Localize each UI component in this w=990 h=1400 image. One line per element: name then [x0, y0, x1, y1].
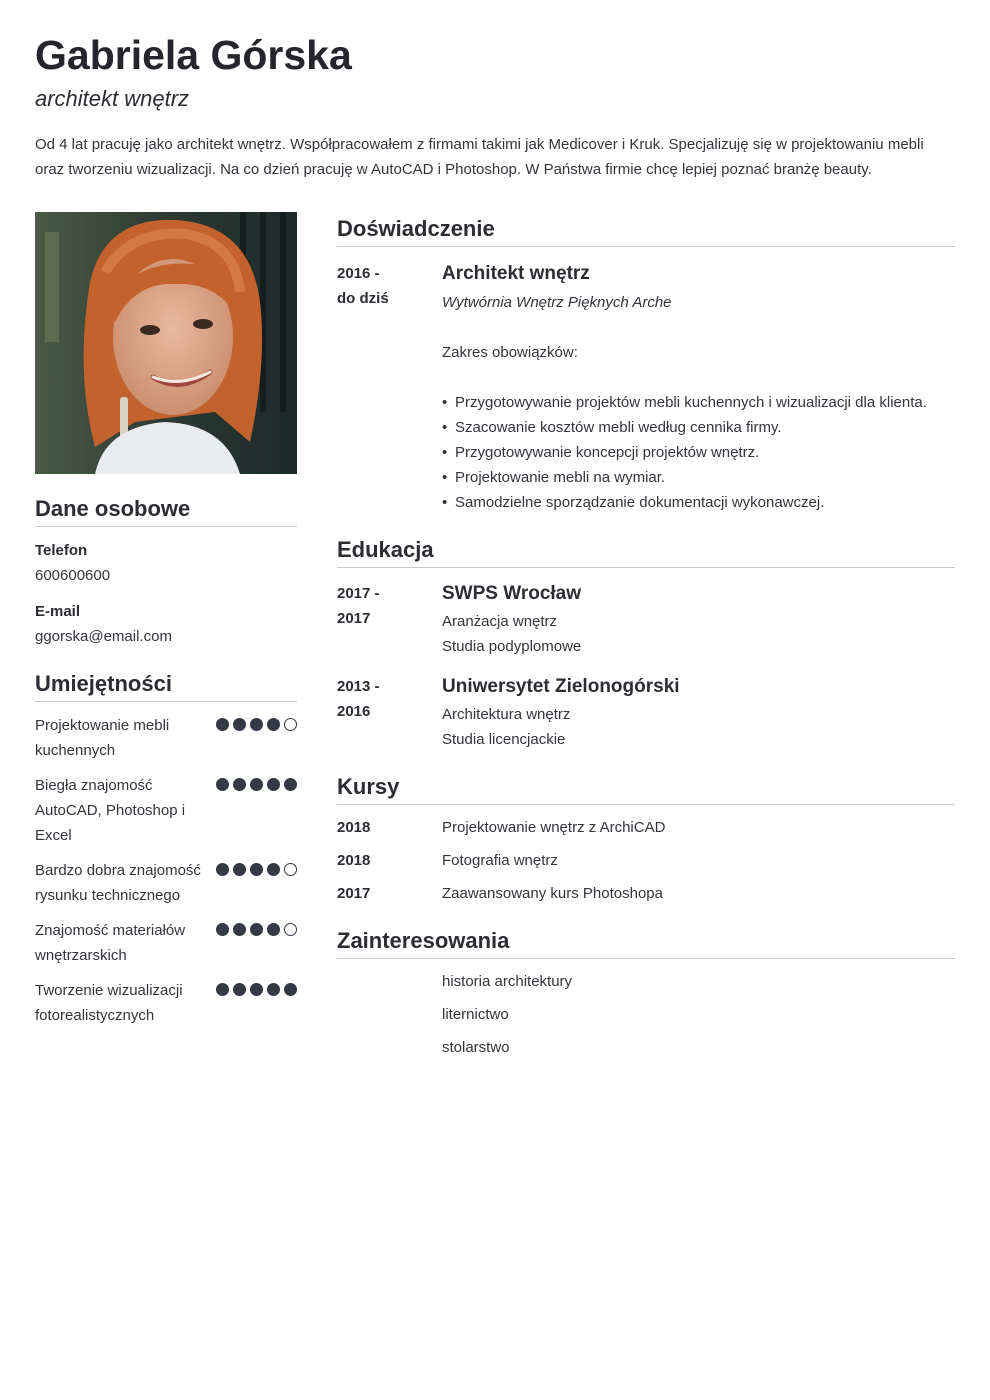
rating-dot-empty: [284, 863, 297, 876]
skill-rating: [216, 918, 297, 968]
field-of-study: Architektura wnętrz: [442, 706, 571, 723]
school-name: Uniwersytet Zielonogórski: [442, 676, 680, 697]
skill-item: [35, 978, 297, 1028]
date-to: 2017: [337, 610, 371, 627]
skill-name: Biegła znajomość AutoCAD, Photoshop i Excel: [35, 777, 186, 844]
duties-label: Zakres obowiązków:: [442, 344, 578, 361]
rating-dot-filled: [284, 778, 297, 791]
duties-list: [442, 390, 955, 515]
experience-details: [442, 261, 955, 515]
skill-name: Projektowanie mebli kuchennych: [35, 717, 170, 759]
rating-dot-filled: [267, 923, 280, 936]
experience-dates: [337, 261, 442, 515]
candidate-name: Gabriela Górska: [35, 32, 352, 78]
job-position: Architekt wnętrz: [442, 263, 590, 284]
phone-label: Telefon: [35, 542, 88, 559]
skills-section-title: Umiejętności: [35, 669, 297, 702]
rating-dot-filled: [233, 778, 246, 791]
rating-dot-empty: [284, 923, 297, 936]
date-to: do dziś: [337, 290, 389, 307]
date-to: 2016: [337, 703, 371, 720]
interests-section-title: Zainteresowania: [337, 926, 955, 959]
rating-dot-filled: [250, 983, 263, 996]
duty-item: • Przygotowywanie projektów mebli kuchennych i wizualizacji dla klienta.: [442, 390, 955, 415]
education-entry: [337, 581, 955, 659]
degree-level: Studia licencjackie: [442, 731, 566, 748]
personal-section-title: Dane osobowe: [35, 494, 297, 527]
education-dates: [337, 674, 442, 752]
rating-dot-filled: [216, 983, 229, 996]
course-name: Fotografia wnętrz: [442, 852, 558, 869]
duty-item: • Przygotowywanie koncepcji projektów wnętrz.: [442, 440, 955, 465]
skill-item: [35, 713, 297, 763]
school-name: SWPS Wrocław: [442, 583, 582, 604]
skill-rating: [216, 773, 297, 848]
course-entry: [337, 815, 955, 840]
left-column: [35, 212, 297, 1028]
course-year: 2018: [337, 852, 371, 869]
course-year: 2018: [337, 819, 371, 836]
skill-item: [35, 918, 297, 968]
rating-dot-filled: [233, 983, 246, 996]
interest-item: liternictwo: [442, 1006, 509, 1023]
rating-dot-filled: [233, 863, 246, 876]
employer-name: Wytwórnia Wnętrz Pięknych Arche: [442, 294, 672, 311]
candidate-role: architekt wnętrz: [35, 86, 190, 111]
course-year: 2017: [337, 885, 371, 902]
education-dates: [337, 581, 442, 659]
rating-dot-filled: [267, 718, 280, 731]
date-from: 2016 -: [337, 265, 380, 282]
courses-section-title: Kursy: [337, 772, 955, 805]
right-column: [337, 214, 955, 1060]
rating-dot-filled: [216, 923, 229, 936]
skill-item: [35, 858, 297, 908]
skill-name: Bardzo dobra znajomość rysunku technicznego: [35, 862, 201, 904]
email-label: E-mail: [35, 603, 81, 620]
rating-dot-empty: [284, 718, 297, 731]
rating-dot-filled: [216, 778, 229, 791]
course-name: Zaawansowany kurs Photoshopa: [442, 885, 663, 902]
education-section-title: Edukacja: [337, 535, 955, 568]
skill-item: [35, 773, 297, 848]
education-details: [442, 581, 955, 659]
rating-dot-filled: [267, 863, 280, 876]
field-of-study: Aranżacja wnętrz: [442, 613, 558, 630]
rating-dot-filled: [250, 718, 263, 731]
skill-name: Tworzenie wizualizacji fotorealistycznych: [35, 982, 183, 1024]
course-name: Projektowanie wnętrz z ArchiCAD: [442, 819, 666, 836]
profile-summary: Od 4 lat pracuję jako architekt wnętrz. Współpracowałem z firmami takimi jak Medicover i Kruk. Specjalizuję się w projektowaniu mebli oraz tworzeniu wizualizacji. Na co dzień pracuję w AutoCAD i Photoshop. W Państwa firmie chcę lepiej poznać branżę beauty.: [35, 136, 924, 178]
date-from: 2017 -: [337, 585, 380, 602]
experience-section-title: Doświadczenie: [337, 214, 955, 247]
rating-dot-filled: [233, 718, 246, 731]
profile-photo: [35, 212, 297, 474]
interest-item: stolarstwo: [442, 1039, 510, 1056]
interest-item: historia architektury: [442, 973, 573, 990]
course-entry: [337, 881, 955, 906]
skills-list: [35, 713, 297, 1028]
rating-dot-filled: [250, 923, 263, 936]
rating-dot-filled: [267, 983, 280, 996]
education-details: [442, 674, 955, 752]
skill-rating: [216, 858, 297, 908]
rating-dot-filled: [284, 983, 297, 996]
rating-dot-filled: [216, 718, 229, 731]
degree-level: Studia podyplomowe: [442, 638, 582, 655]
skill-rating: [216, 713, 297, 763]
duty-item: • Samodzielne sporządzanie dokumentacji wykonawczej.: [442, 490, 955, 515]
education-entry: [337, 674, 955, 752]
skill-name: Znajomość materiałów wnętrzarskich: [35, 922, 186, 964]
experience-entry: [337, 261, 955, 515]
phone-value: 600600600: [35, 567, 111, 584]
date-from: 2013 -: [337, 678, 380, 695]
email-value: ggorska@email.com: [35, 628, 172, 645]
rating-dot-filled: [216, 863, 229, 876]
rating-dot-filled: [250, 863, 263, 876]
rating-dot-filled: [250, 778, 263, 791]
skill-rating: [216, 978, 297, 1028]
course-entry: [337, 848, 955, 873]
duty-item: • Projektowanie mebli na wymiar.: [442, 465, 955, 490]
rating-dot-filled: [233, 923, 246, 936]
duty-item: • Szacowanie kosztów mebli według cennika firmy.: [442, 415, 955, 440]
rating-dot-filled: [267, 778, 280, 791]
